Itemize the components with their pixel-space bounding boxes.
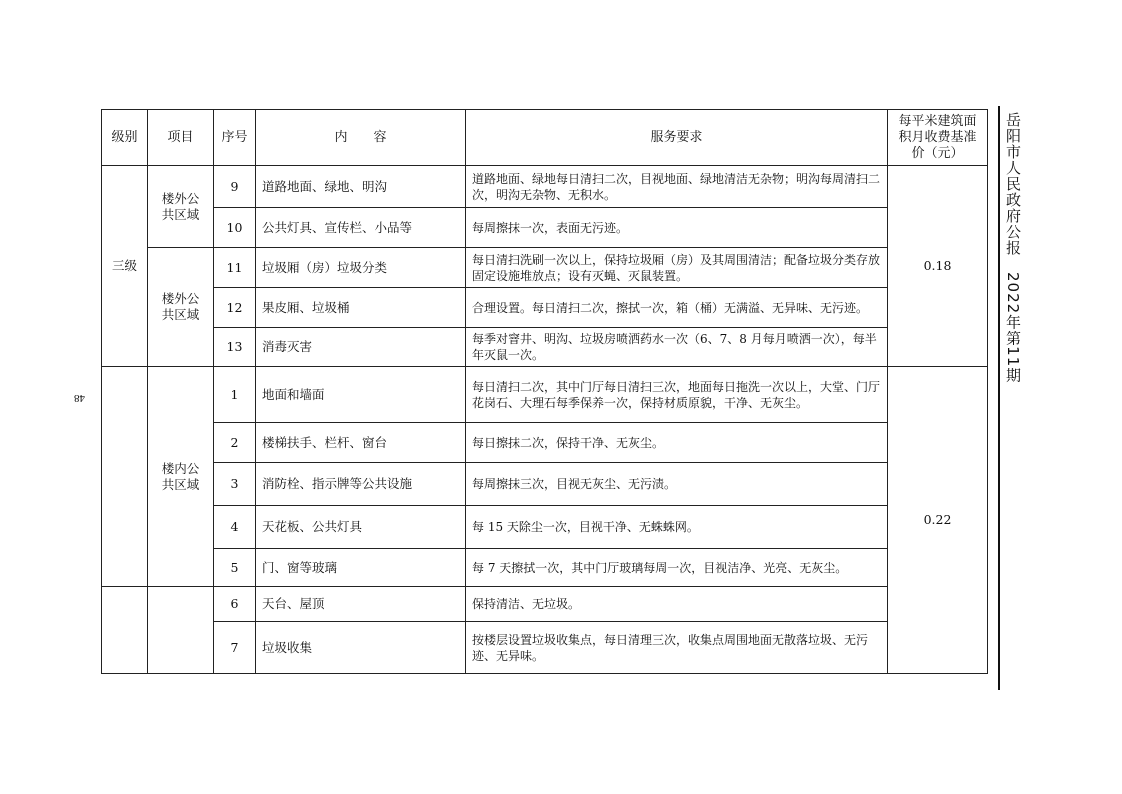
content-cell: 消毒灭害 xyxy=(256,328,466,367)
seq-cell: 10 xyxy=(214,208,256,248)
content-cell: 果皮厢、垃圾桶 xyxy=(256,288,466,328)
table-row xyxy=(102,328,988,367)
requirement-cell: 每日清扫二次，其中门厅每日清扫三次，地面每日拖洗一次以上，大堂、门厅花岗石、大理石每季保养一次，保持材质原貌，干净、无灰尘。 xyxy=(466,367,888,423)
header-project: 项目 xyxy=(148,110,214,166)
seq-cell: 4 xyxy=(214,506,256,549)
seq-cell: 11 xyxy=(214,248,256,288)
price-cell: 0.18 xyxy=(888,166,988,367)
project-cell: 楼外公共区域 xyxy=(148,166,214,248)
table-row xyxy=(102,587,988,622)
seq-cell: 6 xyxy=(214,587,256,622)
project-cell: 楼外公共区域 xyxy=(148,248,214,367)
header-level: 级别 xyxy=(102,110,148,166)
seq-cell: 2 xyxy=(214,423,256,463)
requirement-cell: 每周擦抹三次，目视无灰尘、无污渍。 xyxy=(466,463,888,506)
table-row xyxy=(102,506,988,549)
table-row xyxy=(102,367,988,423)
level-cell-empty xyxy=(102,367,148,587)
requirement-cell: 道路地面、绿地每日清扫二次，目视地面、绿地清洁无杂物；明沟每周清扫二次，明沟无杂物、无积水。 xyxy=(466,166,888,208)
content-cell: 门、窗等玻璃 xyxy=(256,549,466,587)
header-seq: 序号 xyxy=(214,110,256,166)
sidebar-divider xyxy=(998,106,1000,690)
table-row xyxy=(102,208,988,248)
level-cell: 三级 xyxy=(102,166,148,367)
content-cell: 地面和墙面 xyxy=(256,367,466,423)
price-cell: 0.22 xyxy=(888,367,988,674)
requirement-cell: 每日擦抹二次，保持干净、无灰尘。 xyxy=(466,423,888,463)
requirement-cell: 每季对窨井、明沟、垃圾房喷洒药水一次（6、7、8 月每月喷洒一次），每半年灭鼠一次。 xyxy=(466,328,888,367)
content-cell: 垃圾厢（房）垃圾分类 xyxy=(256,248,466,288)
header-content: 内 容 xyxy=(256,110,466,166)
level-cell-empty xyxy=(102,587,148,674)
service-standard-table xyxy=(101,109,988,674)
seq-cell: 13 xyxy=(214,328,256,367)
content-cell: 楼梯扶手、栏杆、窗台 xyxy=(256,423,466,463)
seq-cell: 9 xyxy=(214,166,256,208)
header-price: 每平米建筑面积月收费基准价（元） xyxy=(888,110,988,166)
page-number: 48 xyxy=(74,392,85,404)
content-cell: 道路地面、绿地、明沟 xyxy=(256,166,466,208)
table-row xyxy=(102,549,988,587)
requirement-cell: 每日清扫洗刷一次以上，保持垃圾厢（房）及其周围清洁；配备垃圾分类存放固定设施堆放点；设有灭蝇、灭鼠装置。 xyxy=(466,248,888,288)
table-row xyxy=(102,622,988,674)
table-row xyxy=(102,248,988,288)
project-cell-empty xyxy=(148,587,214,674)
seq-cell: 1 xyxy=(214,367,256,423)
table-row xyxy=(102,423,988,463)
content-cell: 天花板、公共灯具 xyxy=(256,506,466,549)
requirement-cell: 保持清洁、无垃圾。 xyxy=(466,587,888,622)
content-cell: 公共灯具、宣传栏、小品等 xyxy=(256,208,466,248)
requirement-cell: 每 15 天除尘一次，目视干净、无蛛蛛网。 xyxy=(466,506,888,549)
requirement-cell: 每周擦抹一次，表面无污迹。 xyxy=(466,208,888,248)
seq-cell: 5 xyxy=(214,549,256,587)
seq-cell: 3 xyxy=(214,463,256,506)
table-row xyxy=(102,288,988,328)
requirement-cell: 合理设置。每日清扫二次，擦拭一次，箱（桶）无满溢、无异味、无污迹。 xyxy=(466,288,888,328)
requirement-cell: 按楼层设置垃圾收集点，每日清理三次，收集点周围地面无散落垃圾、无污迹、无异味。 xyxy=(466,622,888,674)
seq-cell: 7 xyxy=(214,622,256,674)
content-cell: 垃圾收集 xyxy=(256,622,466,674)
journal-title: 岳阳市人民政府公报 2022年第11期 xyxy=(1004,112,1022,384)
table-row xyxy=(102,166,988,208)
table-row xyxy=(102,463,988,506)
seq-cell: 12 xyxy=(214,288,256,328)
header-requirement: 服务要求 xyxy=(466,110,888,166)
content-cell: 天台、屋顶 xyxy=(256,587,466,622)
project-cell: 楼内公共区域 xyxy=(148,367,214,587)
table-header-row xyxy=(102,110,988,166)
requirement-cell: 每 7 天擦拭一次，其中门厅玻璃每周一次，目视洁净、光亮、无灰尘。 xyxy=(466,549,888,587)
content-cell: 消防栓、指示牌等公共设施 xyxy=(256,463,466,506)
